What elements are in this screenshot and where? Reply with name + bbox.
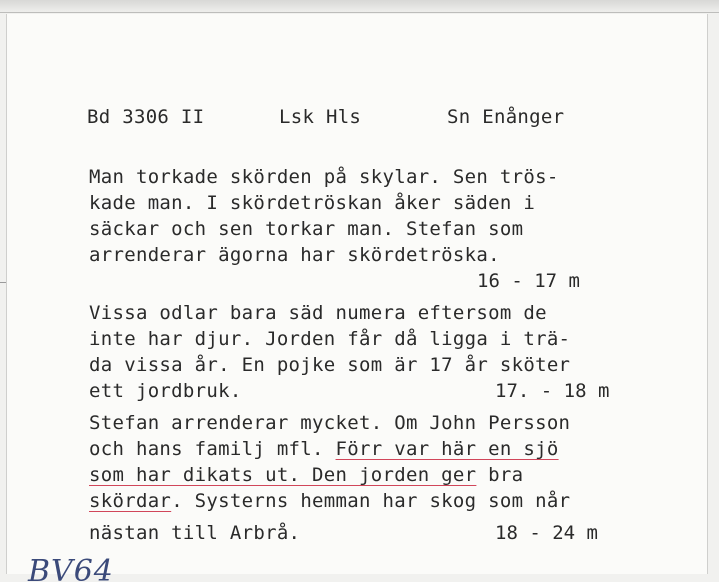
text-line-7: da vissa år. En pojke som är 17 år sköter	[89, 354, 571, 376]
text-line-3: säckar och sen torkar man. Stefan som	[89, 218, 524, 240]
text-line-10-start: och hans familj mfl.	[89, 438, 336, 460]
underlined-text-3: skördar	[89, 490, 172, 512]
text-line-1: Man torkade skörden på skylar. Sen trös-	[89, 166, 559, 188]
text-line-11-end: bra	[476, 464, 524, 486]
scan-top-edge	[0, 0, 719, 13]
text-line-11	[89, 464, 523, 486]
text-line-12	[89, 490, 570, 512]
age-range-1: 16 - 17 m	[477, 270, 580, 292]
county-code: Lsk Hls	[279, 106, 362, 128]
index-card	[6, 14, 708, 574]
card-header	[87, 106, 647, 130]
underlined-text-2: som har dikats ut. Den jorden ger	[89, 464, 477, 486]
age-range-2: 17. - 18 m	[495, 380, 610, 402]
text-line-10	[89, 438, 559, 460]
text-line-4: arrenderar ägorna har skördetröska.	[89, 244, 500, 266]
underlined-text-1: Förr var här en sjö	[335, 438, 559, 460]
text-line-2: kade man. I skördetröskan åker säden i	[89, 192, 536, 214]
text-line-9: Stefan arrenderar mycket. Om John Persson	[89, 412, 571, 434]
text-line-12-end: . Systerns hemman har skog som når	[171, 490, 571, 512]
text-line-13: nästan till Arbrå.	[89, 522, 301, 544]
parish-name: Sn Enånger	[447, 106, 565, 128]
archive-reference: Bd 3306 II	[87, 106, 205, 128]
age-range-3: 18 - 24 m	[495, 522, 598, 544]
text-line-8: ett jordbruk.	[89, 380, 242, 402]
handwritten-code: BV64	[28, 554, 114, 582]
text-line-6: inte har djur. Jorden får då ligga i trä-	[89, 328, 571, 350]
text-line-5: Vissa odlar bara säd numera eftersom de	[89, 302, 547, 324]
